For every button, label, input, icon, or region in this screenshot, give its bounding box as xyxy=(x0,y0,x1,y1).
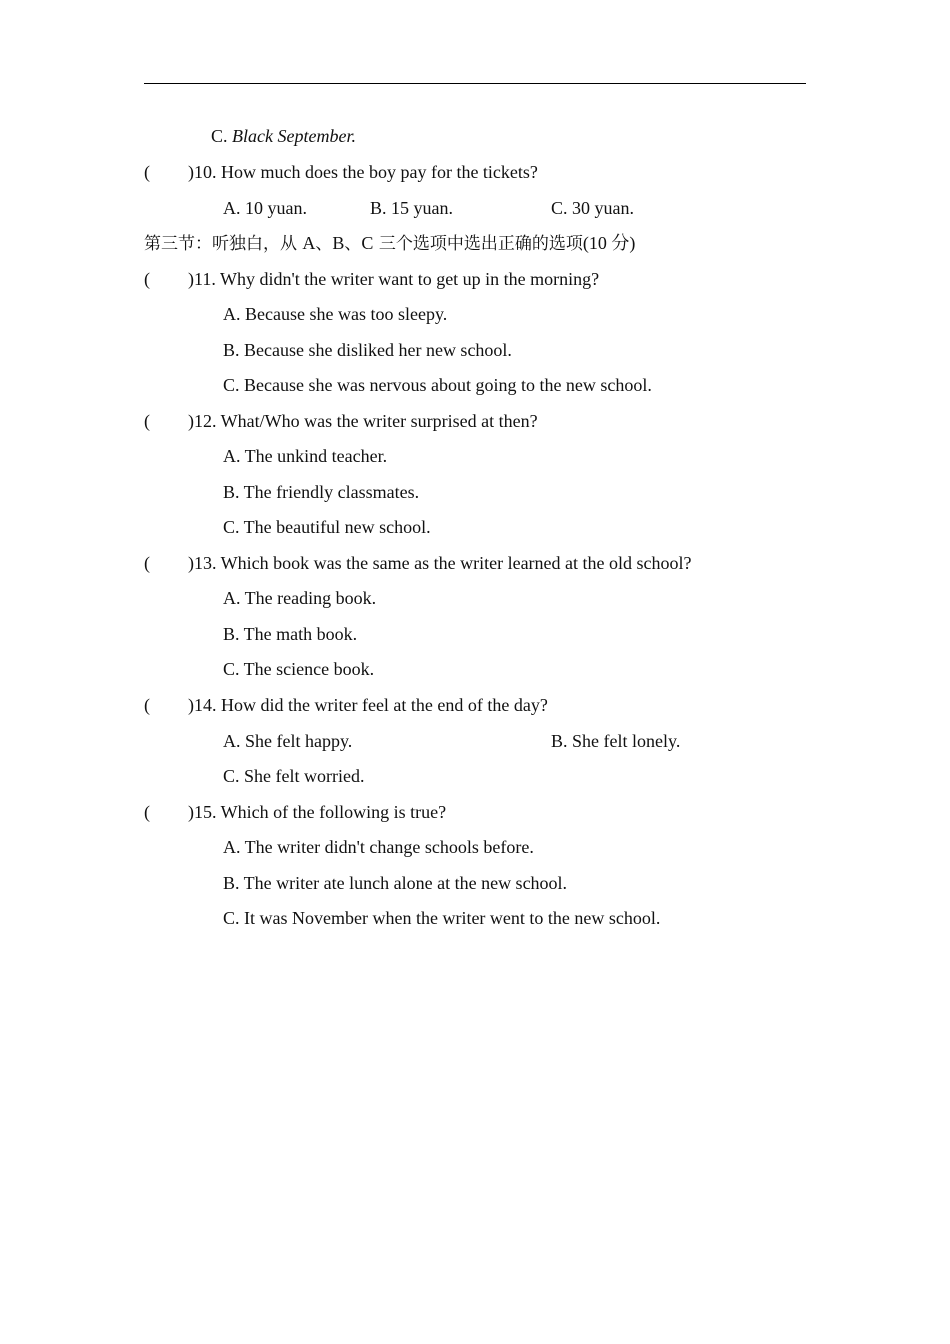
section-heading-text: 第三节：听独白，从 A、B、C 三个选项中选出正确的选项(10 分) xyxy=(144,233,636,254)
option-a: A. The reading book. xyxy=(223,588,377,608)
answer-bracket[interactable]: ( xyxy=(144,162,150,182)
option-b: B. The writer ate lunch alone at the new school. xyxy=(223,873,568,893)
option-a: A. The writer didn't change schools before. xyxy=(223,837,534,857)
answer-bracket[interactable]: ( xyxy=(144,411,150,431)
option-b: B. The math book. xyxy=(223,624,358,644)
option-c: C. 30 yuan. xyxy=(551,198,634,218)
option-b: B. 15 yuan. xyxy=(370,198,453,218)
option-a: A. She felt happy. xyxy=(223,731,353,751)
option-c: C. The beautiful new school. xyxy=(223,517,431,537)
option-b: B. Because she disliked her new school. xyxy=(223,340,512,360)
q9-option-c xyxy=(211,125,356,147)
question-text: )14. How did the writer feel at the end of the day? xyxy=(188,695,548,715)
question-text: )13. Which book was the same as the writer learned at the old school? xyxy=(188,553,692,573)
question-text: )11. Why didn't the writer want to get up in the morning? xyxy=(188,269,600,289)
answer-bracket[interactable]: ( xyxy=(144,695,150,715)
option-c: C. The science book. xyxy=(223,659,375,679)
answer-bracket[interactable]: ( xyxy=(144,269,150,289)
question-text: )12. What/Who was the writer surprised at then? xyxy=(188,411,538,431)
option-c: C. She felt worried. xyxy=(223,766,365,786)
question-text: )15. Which of the following is true? xyxy=(188,802,447,822)
answer-bracket[interactable]: ( xyxy=(144,553,150,573)
option-b: B. She felt lonely. xyxy=(551,731,681,751)
option-a: A. Because she was too sleepy. xyxy=(223,304,448,324)
option-title: Black September. xyxy=(232,126,356,146)
option-c: C. It was November when the writer went to the new school. xyxy=(223,908,661,928)
header-rule xyxy=(144,83,806,84)
option-a: A. The unkind teacher. xyxy=(223,446,388,466)
option-b: B. The friendly classmates. xyxy=(223,482,420,502)
option-c: C. Because she was nervous about going to the new school. xyxy=(223,375,652,395)
answer-bracket[interactable]: ( xyxy=(144,802,150,822)
option-a: A. 10 yuan. xyxy=(223,198,307,218)
option-prefix: C. xyxy=(211,126,233,146)
question-text: )10. How much does the boy pay for the tickets? xyxy=(188,162,538,182)
